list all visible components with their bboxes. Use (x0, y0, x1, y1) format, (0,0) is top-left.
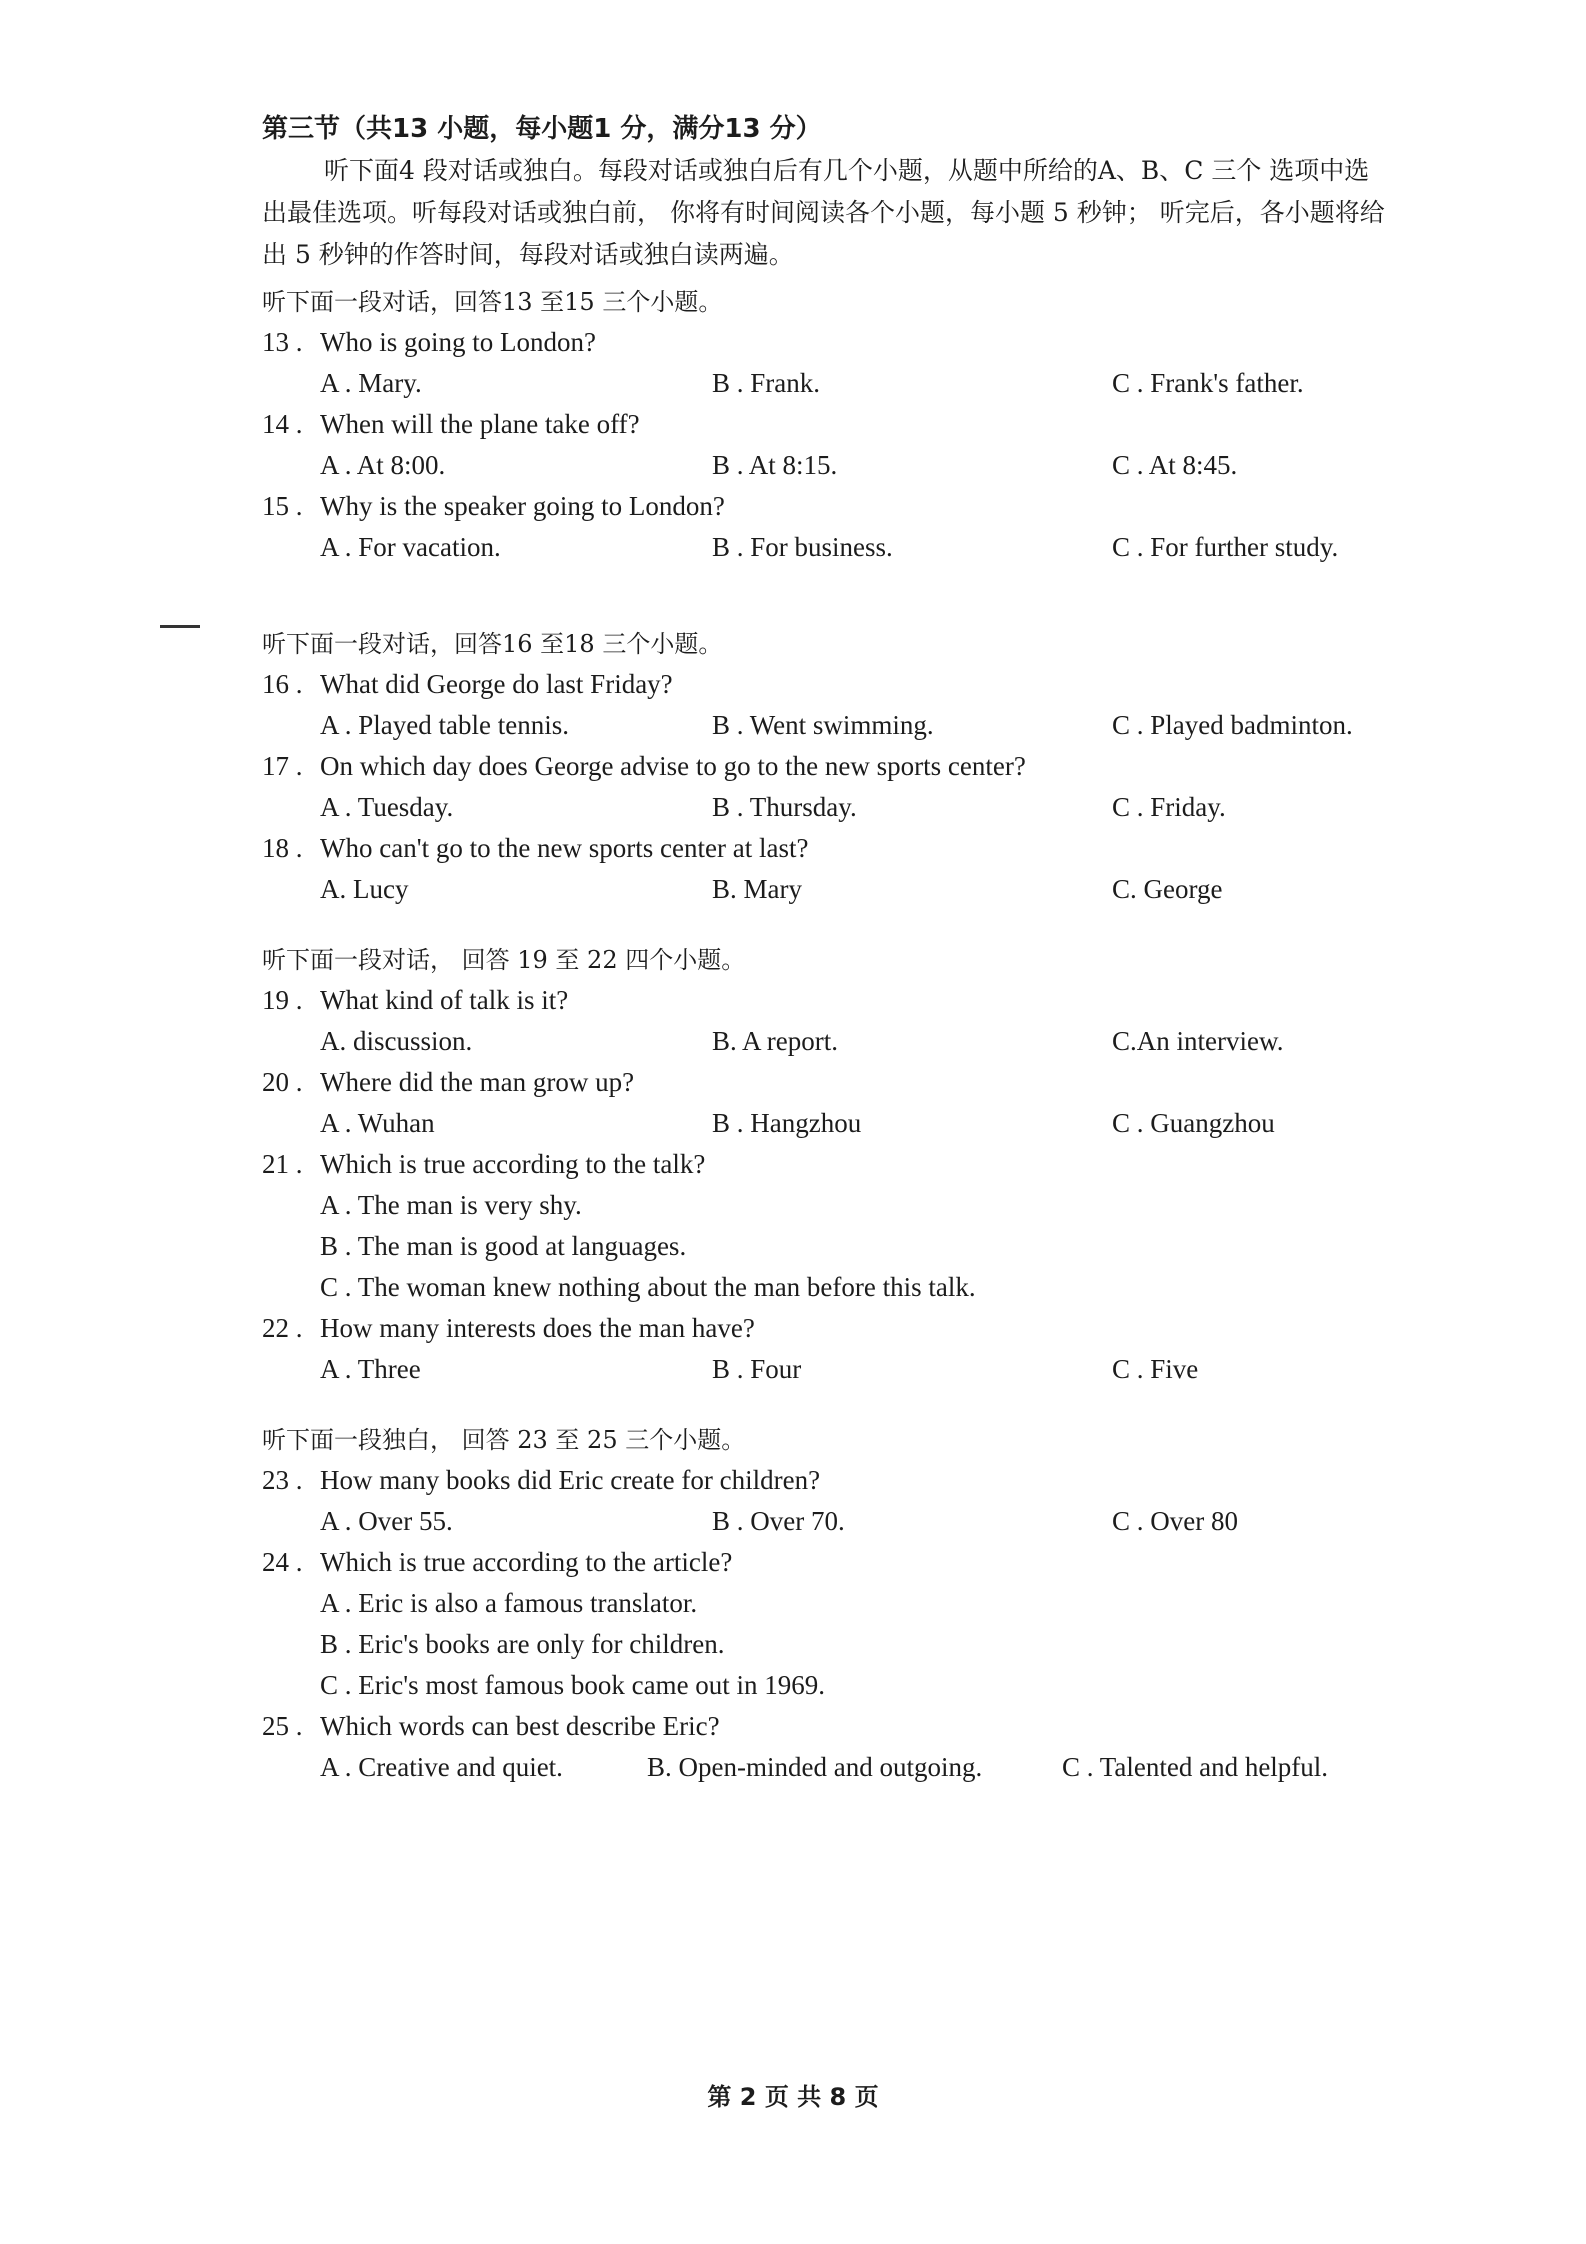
answer-option[interactable]: A . Eric is also a famous translator. (320, 1588, 698, 1618)
answer-option[interactable]: C . Friday. (1112, 792, 1226, 822)
answer-option[interactable]: C . The woman knew nothing about the man before this talk. (320, 1272, 976, 1302)
question-group (262, 940, 1392, 1390)
answer-options (262, 787, 1392, 828)
answer-option[interactable]: C . For further study. (1112, 532, 1339, 562)
question-number: 13 . (262, 327, 303, 357)
answer-option[interactable]: B . Hangzhou (712, 1108, 862, 1138)
answer-option[interactable]: A . Three (320, 1354, 421, 1384)
question-stem (262, 404, 1392, 445)
answer-option[interactable]: A . Wuhan (320, 1108, 435, 1138)
answer-option[interactable]: B . Over 70. (712, 1506, 845, 1536)
question-number: 19 . (262, 985, 303, 1015)
question-number: 20 . (262, 1067, 303, 1097)
answer-option[interactable]: A . Over 55. (320, 1506, 453, 1536)
group-instruction: 听下面一段对话， 回答 19 至 22 四个小题。 (262, 946, 746, 974)
answer-option[interactable]: C . Eric's most famous book came out in 1969. (320, 1670, 826, 1700)
question-number: 21 . (262, 1149, 303, 1179)
answer-option[interactable]: B . The man is good at languages. (320, 1231, 687, 1261)
question-text: Which words can best describe Eric? (320, 1711, 720, 1741)
question-number: 23 . (262, 1465, 303, 1495)
answer-option[interactable]: C . Five (1112, 1354, 1199, 1384)
question-number: 18 . (262, 833, 303, 863)
question-text: Who is going to London? (320, 327, 596, 357)
answer-options (262, 1349, 1392, 1390)
answer-option[interactable]: C . Played badminton. (1112, 710, 1353, 740)
section-intro: 听下面4 段对话或独白。每段对话或独白后有几个小题，从题中所给的A、B、C 三个 选项中选出最佳选项。听每段对话或独白前， 你将有时间阅读各个小题，每小题 5 秒钟； 听完后，各小题将给出 5 秒钟的作答时间，每段对话或独白读两遍。 (262, 156, 1385, 269)
answer-option[interactable]: B . Thursday. (712, 792, 857, 822)
section-heading: 第三节（共13 小题，每小题1 分，满分13 分） (262, 114, 822, 144)
question-sections (262, 282, 1392, 1788)
question-text: When will the plane take off? (320, 409, 640, 439)
answer-option[interactable]: A . Played table tennis. (320, 710, 569, 740)
answer-option[interactable]: B . Frank. (712, 368, 820, 398)
question-stem (262, 664, 1392, 705)
question-text: How many books did Eric create for children? (320, 1465, 821, 1495)
answer-option[interactable]: C. George (1112, 874, 1223, 904)
group-instruction: 听下面一段独白， 回答 23 至 25 三个小题。 (262, 1426, 746, 1454)
question-text: Why is the speaker going to London? (320, 491, 725, 521)
listening-section (262, 108, 1392, 1788)
answer-options (262, 869, 1392, 910)
answer-option[interactable]: A. discussion. (320, 1026, 473, 1056)
answer-option[interactable]: B . Eric's books are only for children. (320, 1629, 725, 1659)
question-number: 24 . (262, 1547, 303, 1577)
question-stem (262, 1460, 1392, 1501)
question-stem (262, 322, 1392, 363)
group-instruction: 听下面一段对话，回答16 至18 三个小题。 (262, 630, 723, 658)
answer-options (262, 363, 1392, 404)
question-number: 16 . (262, 669, 303, 699)
question-group (262, 1420, 1392, 1788)
question-text: On which day does George advise to go to the new sports center? (320, 751, 1026, 781)
question-stem (262, 486, 1392, 527)
answer-options (262, 445, 1392, 486)
answer-option[interactable]: C . At 8:45. (1112, 450, 1238, 480)
question-group (262, 282, 1392, 568)
answer-option[interactable]: A . At 8:00. (320, 450, 446, 480)
answer-option[interactable]: B. Open-minded and outgoing. (647, 1752, 983, 1782)
question-stem (262, 1062, 1392, 1103)
question-text: Which is true according to the talk? (320, 1149, 706, 1179)
answer-options (262, 1501, 1392, 1542)
question-stem (262, 1706, 1392, 1747)
question-text: What kind of talk is it? (320, 985, 569, 1015)
question-number: 17 . (262, 751, 303, 781)
answer-option[interactable]: B . Four (712, 1354, 802, 1384)
answer-option[interactable]: A . The man is very shy. (320, 1190, 582, 1220)
answer-option[interactable]: B . Went swimming. (712, 710, 934, 740)
question-stem (262, 746, 1392, 787)
answer-option[interactable]: A. Lucy (320, 874, 409, 904)
answer-option[interactable]: B . At 8:15. (712, 450, 838, 480)
answer-option[interactable]: C . Frank's father. (1112, 368, 1304, 398)
group-instruction: 听下面一段对话，回答13 至15 三个小题。 (262, 288, 723, 316)
question-text: What did George do last Friday? (320, 669, 673, 699)
margin-mark (160, 625, 200, 628)
question-stem (262, 1308, 1392, 1349)
question-group (262, 624, 1392, 910)
answer-option[interactable]: B . For business. (712, 532, 893, 562)
answer-options (262, 1103, 1392, 1144)
question-stem (262, 1144, 1392, 1185)
question-number: 15 . (262, 491, 303, 521)
answer-option[interactable]: A . Tuesday. (320, 792, 454, 822)
question-text: Who can't go to the new sports center at last? (320, 833, 809, 863)
answer-option[interactable]: B. A report. (712, 1026, 838, 1056)
question-stem (262, 828, 1392, 869)
answer-option[interactable]: A . For vacation. (320, 532, 501, 562)
answer-options (262, 1021, 1392, 1062)
answer-option[interactable]: C . Guangzhou (1112, 1108, 1275, 1138)
question-stem (262, 1542, 1392, 1583)
answer-options (262, 705, 1392, 746)
question-text: Which is true according to the article? (320, 1547, 733, 1577)
question-text: Where did the man grow up? (320, 1067, 635, 1097)
answer-option[interactable]: A . Creative and quiet. (320, 1752, 563, 1782)
answer-options (262, 1747, 1392, 1788)
question-number: 25 . (262, 1711, 303, 1741)
answer-option[interactable]: A . Mary. (320, 368, 422, 398)
page-number: 第 2 页 共 8 页 (707, 2083, 879, 2111)
answer-option[interactable]: C . Talented and helpful. (1062, 1752, 1329, 1782)
answer-options (262, 527, 1392, 568)
answer-option[interactable]: C . Over 80 (1112, 1506, 1238, 1536)
question-stem (262, 980, 1392, 1021)
question-text: How many interests does the man have? (320, 1313, 755, 1343)
question-number: 22 . (262, 1313, 303, 1343)
question-number: 14 . (262, 409, 303, 439)
answer-option[interactable]: B. Mary (712, 874, 802, 904)
answer-option[interactable]: C.An interview. (1112, 1026, 1284, 1056)
